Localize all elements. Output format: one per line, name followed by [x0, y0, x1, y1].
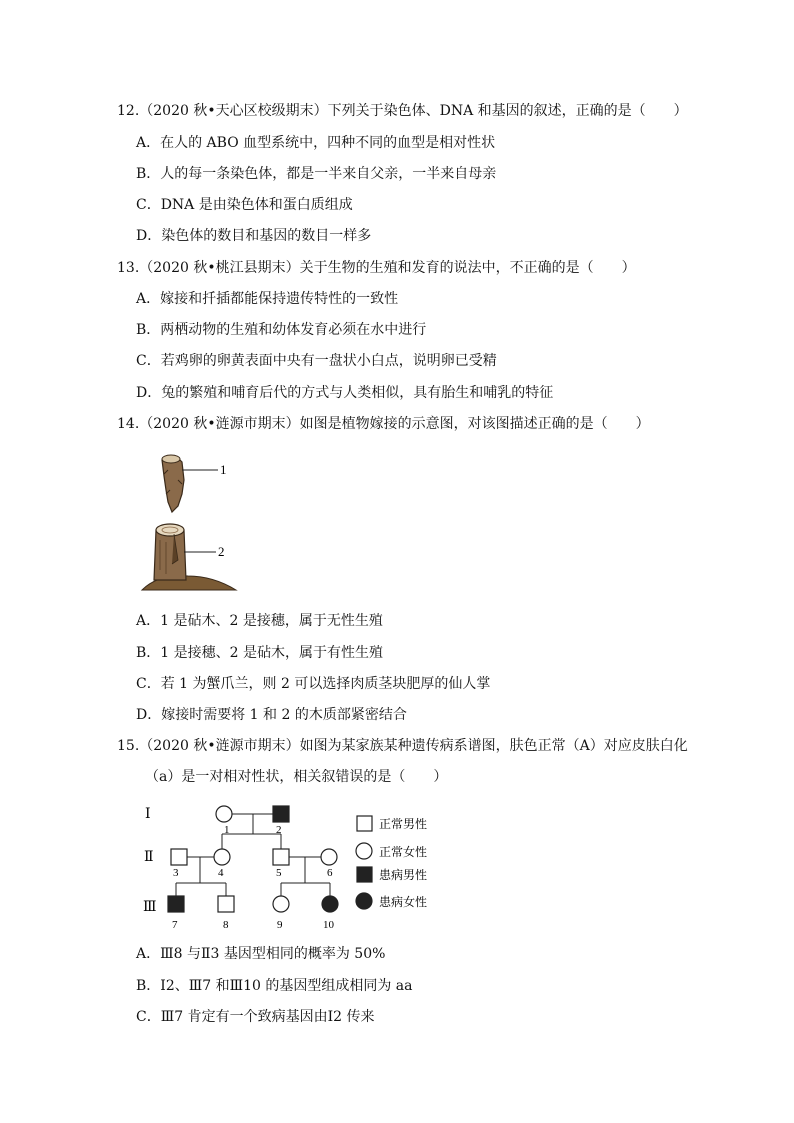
- figure-label-2: 2: [218, 544, 225, 559]
- question-15-stem-continued: （a）是一对相对性状，相关叙错误的是（ ）: [145, 769, 448, 785]
- question-14-option-a: A．1 是砧木、2 是接穗，属于无性生殖: [136, 613, 383, 629]
- question-15-stem: 15.（2020 秋•涟源市期末）如图为某家族某种遗传病系谱图，肤色正常（A）对应皮肤白化: [117, 738, 688, 754]
- generation-label-1: Ⅰ: [145, 807, 151, 822]
- grafting-figure: [138, 450, 238, 595]
- individual-number-8: 8: [223, 919, 229, 931]
- figure-label-1: 1: [220, 462, 227, 477]
- individual-III10-affected-female: [322, 896, 338, 912]
- question-13-option-c: C．若鸡卵的卵黄表面中央有一盘状小白点，说明卵已受精: [136, 353, 497, 369]
- question-12-option-c: C．DNA 是由染色体和蛋白质组成: [136, 197, 353, 213]
- question-14-stem: 14.（2020 秋•涟源市期末）如图是植物嫁接的示意图，对该图描述正确的是（ ）: [117, 416, 650, 432]
- individual-number-7: 7: [172, 919, 178, 931]
- question-15-option-a: A．Ⅲ8 与Ⅱ3 基因型相同的概率为 50%: [136, 946, 386, 962]
- question-13-option-a: A．嫁接和扦插都能保持遗传特性的一致性: [136, 291, 399, 307]
- question-13-stem: 13.（2020 秋•桃江县期末）关于生物的生殖和发育的说法中，不正确的是（ ）: [117, 260, 636, 276]
- individual-II4-normal-female: [214, 849, 230, 865]
- individual-number-4: 4: [218, 867, 224, 879]
- individual-number-5: 5: [276, 867, 282, 879]
- question-13-option-b: B．两栖动物的生殖和幼体发育必须在水中进行: [136, 322, 427, 338]
- pedigree-chart: [138, 800, 458, 935]
- question-13-option-d: D．兔的繁殖和哺育后代的方式与人类相似，具有胎生和哺乳的特征: [136, 385, 554, 401]
- legend-normal-female-label: 正常女性: [379, 845, 428, 859]
- legend-affected-female-label: 患病女性: [379, 895, 428, 909]
- question-14-option-b: B．1 是接穗、2 是砧木，属于有性生殖: [136, 645, 384, 661]
- legend-normal-male-symbol: [357, 816, 372, 831]
- question-12-stem: 12.（2020 秋•天心区校级期末）下列关于染色体、DNA 和基因的叙述，正确的是（ ）: [117, 103, 688, 119]
- legend-normal-female-symbol: [356, 843, 372, 859]
- individual-III8-normal-male: [218, 896, 234, 912]
- individual-number-10: 10: [323, 919, 334, 931]
- legend-affected-female-symbol: [356, 893, 372, 909]
- generation-label-3: Ⅲ: [143, 900, 157, 915]
- question-14-option-d: D．嫁接时需要将 1 和 2 的木质部紧密结合: [136, 707, 407, 723]
- individual-number-3: 3: [173, 867, 179, 879]
- individual-number-2: 2: [276, 824, 282, 836]
- individual-I2-affected-male: [273, 806, 289, 822]
- question-15-option-c: C．Ⅲ7 肯定有一个致病基因由Ⅰ2 传来: [136, 1009, 375, 1025]
- individual-number-6: 6: [327, 867, 333, 879]
- question-12-option-a: A．在人的 ABO 血型系统中，四种不同的血型是相对性状: [136, 135, 496, 151]
- individual-I1-normal-female: [216, 806, 232, 822]
- question-12-option-b: B．人的每一条染色体，都是一半来自父亲，一半来自母亲: [136, 166, 497, 182]
- legend-affected-male-label: 患病男性: [379, 868, 428, 882]
- individual-II6-normal-female: [321, 849, 337, 865]
- individual-III7-affected-male: [168, 896, 184, 912]
- legend-affected-male-symbol: [357, 867, 372, 882]
- question-15-option-b: B．Ⅰ2、Ⅲ7 和Ⅲ10 的基因型组成相同为 aa: [136, 978, 413, 994]
- question-12-option-d: D．染色体的数目和基因的数目一样多: [136, 228, 372, 244]
- individual-II5-normal-male: [273, 849, 289, 865]
- individual-number-1: 1: [224, 824, 230, 836]
- question-14-option-c: C．若 1 为蟹爪兰，则 2 可以选择肉质茎块肥厚的仙人掌: [136, 676, 491, 692]
- individual-III9-normal-female: [273, 896, 289, 912]
- legend-normal-male-label: 正常男性: [379, 817, 428, 831]
- individual-II3-normal-male: [171, 849, 187, 865]
- scion-illustration: [162, 455, 184, 512]
- generation-label-2: Ⅱ: [144, 850, 154, 865]
- individual-number-9: 9: [277, 919, 283, 931]
